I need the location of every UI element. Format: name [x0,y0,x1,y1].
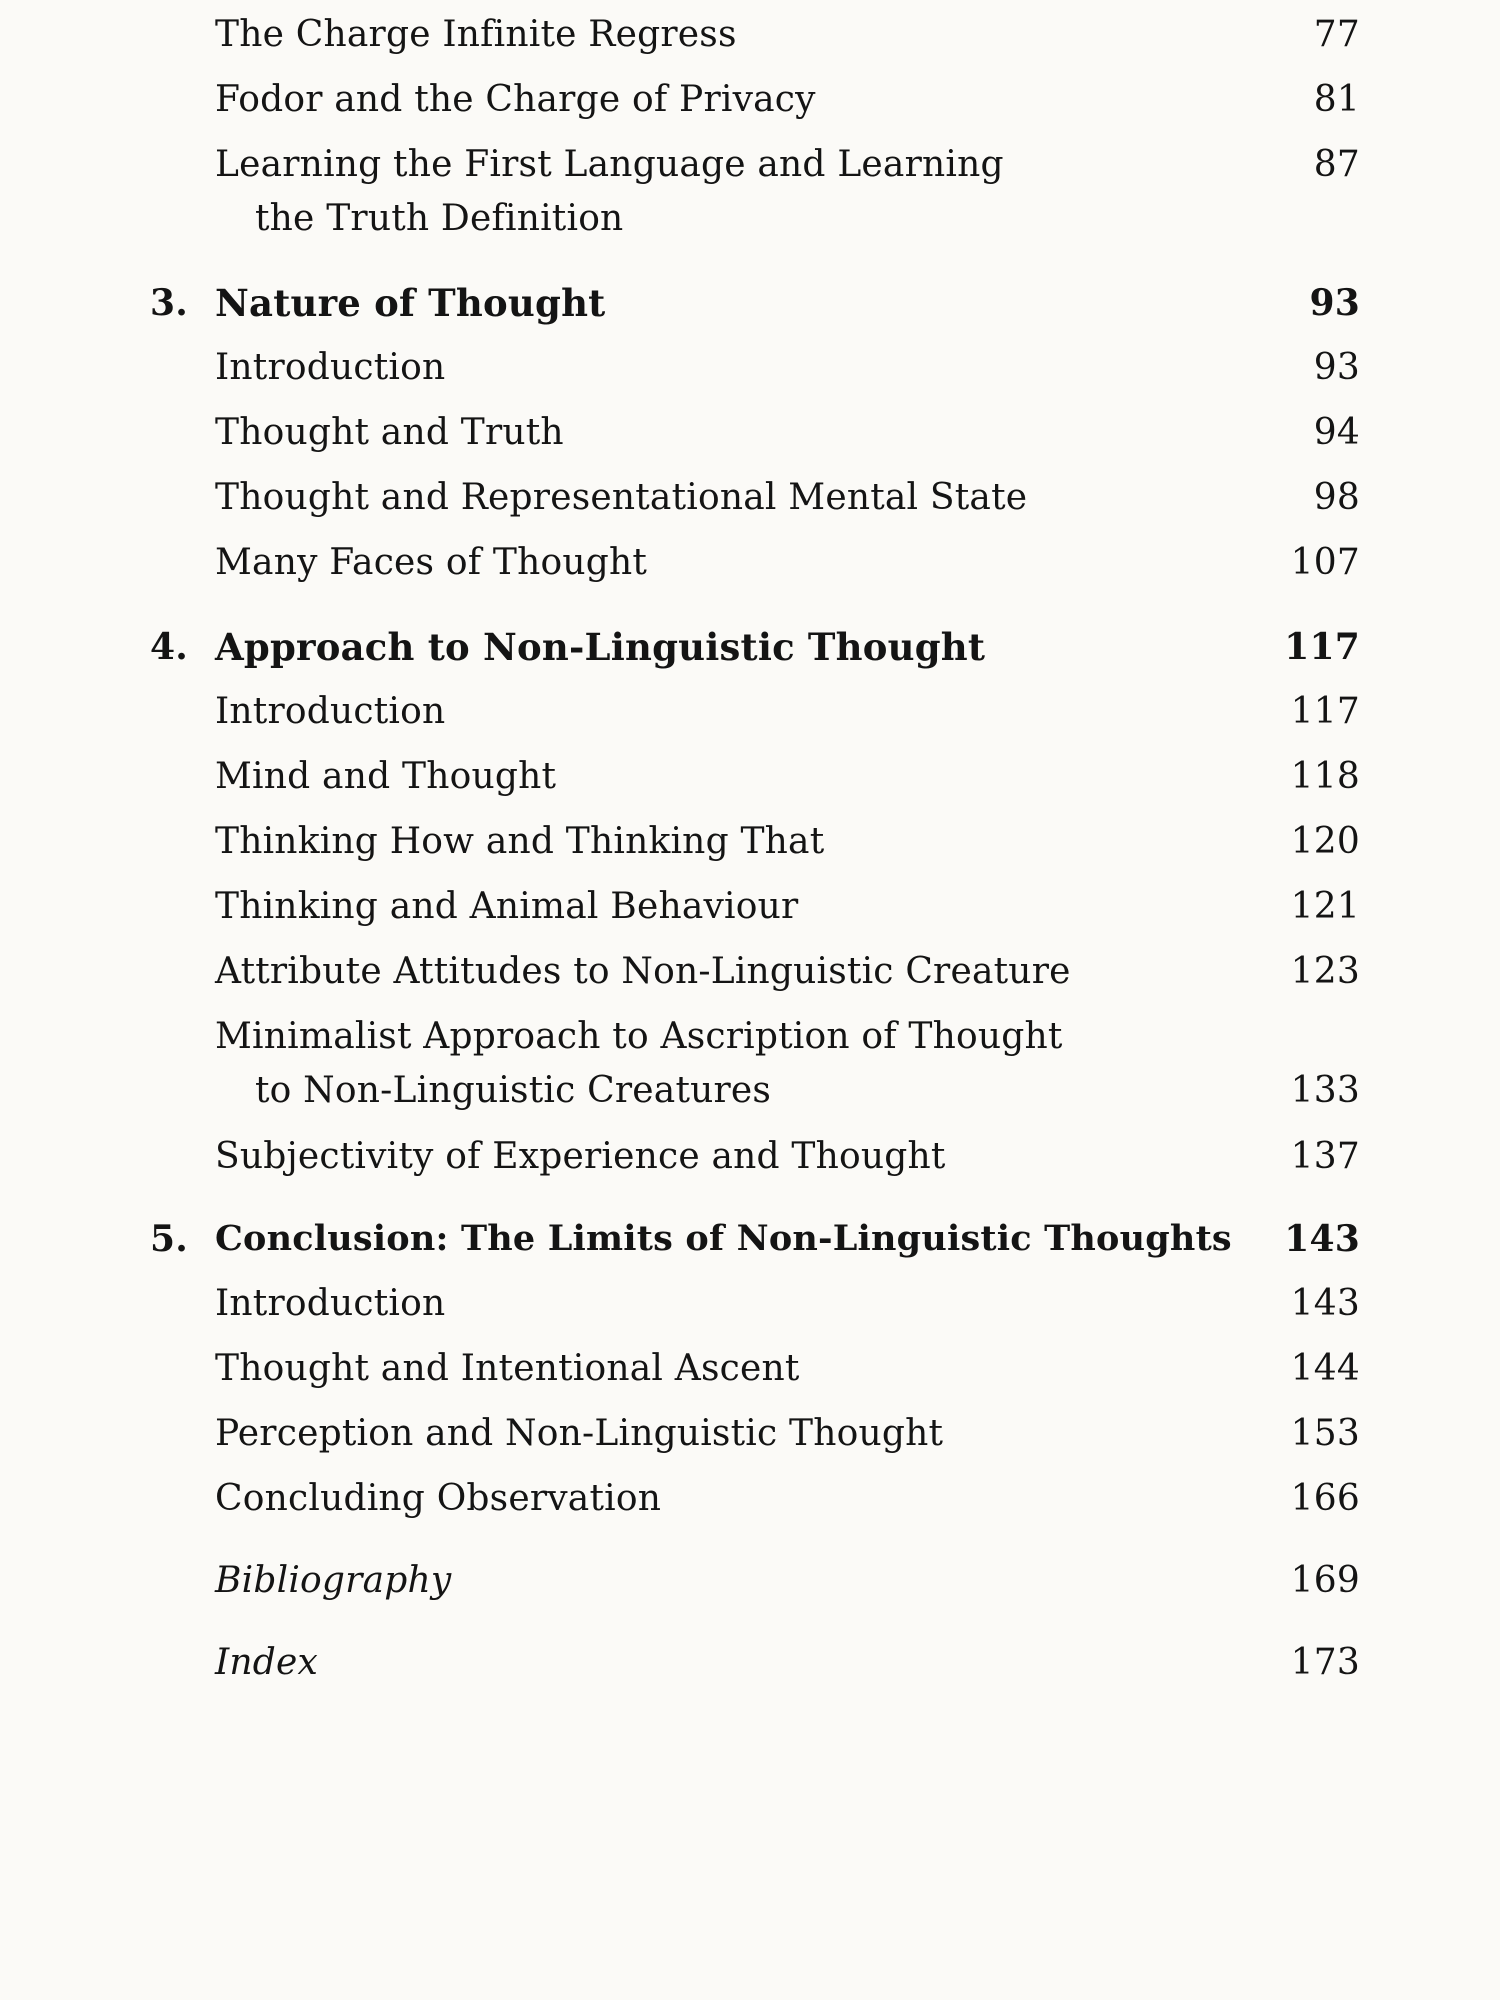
toc-entry-page: 133 [1290,1070,1360,1111]
index-title: Index [215,1642,319,1683]
toc-entry-page: 120 [1290,821,1360,862]
toc-entry-page: 81 [1313,79,1360,120]
chapter-number: 3. [150,282,188,324]
toc-entry-title [215,1010,1255,1118]
toc-entry-title-line1: Learning the First Language and Learning [215,144,1004,185]
toc-entry-title: Thought and Representational Mental State [215,477,1028,518]
toc-entry-page: 107 [1290,542,1360,583]
toc-entry-title: Attribute Attitudes to Non-Linguistic Creature [215,951,1071,992]
toc-entry-title: Many Faces of Thought [215,542,648,583]
toc-entry-title: Subjectivity of Experience and Thought [215,1136,946,1177]
toc-entry-title: Thought and Truth [215,412,564,453]
bibliography-page: 169 [1290,1560,1360,1601]
toc-entry-title: Introduction [215,691,446,732]
toc-entry-page: 87 [1313,144,1360,185]
toc-entry-title: The Charge Infinite Regress [215,14,737,55]
toc-entry-page: 94 [1313,412,1360,453]
toc-entry-page: 166 [1290,1478,1360,1519]
toc-entry-page: 121 [1290,886,1360,927]
toc-entry-title: Concluding Observation [215,1478,662,1519]
toc-entry-title: Mind and Thought [215,756,557,797]
chapter-page: 117 [1284,626,1360,668]
bibliography-title: Bibliography [215,1560,452,1601]
toc-entry-page: 143 [1290,1283,1360,1324]
chapter-number: 4. [150,626,188,668]
toc-entry-page: 123 [1290,951,1360,992]
chapter-title: Approach to Non-Linguistic Thought [215,625,986,669]
toc-entry-title-line2: the Truth Definition [255,198,624,239]
toc-entry-title [215,138,1255,246]
toc-entry-page: 137 [1290,1136,1360,1177]
toc-entry-page: 144 [1290,1348,1360,1389]
chapter-title: Nature of Thought [215,281,606,325]
toc-entry-page: 118 [1290,756,1360,797]
toc-entry-title: Thought and Intentional Ascent [215,1348,800,1389]
toc-entry-page: 93 [1313,347,1360,388]
toc-entry-title: Fodor and the Charge of Privacy [215,79,816,120]
toc-entry-page: 77 [1313,14,1360,55]
chapter-title: Conclusion: The Limits of Non-Linguistic Thoughts [215,1218,1232,1259]
toc-entry-title: Introduction [215,347,446,388]
toc-entry-page: 153 [1290,1413,1360,1454]
toc-entry-title: Thinking and Animal Behaviour [215,886,799,927]
toc-entry-title-line1: Minimalist Approach to Ascription of Thought [215,1016,1063,1057]
toc-entry-page: 98 [1313,477,1360,518]
chapter-number: 5. [150,1218,188,1260]
toc-entry-title: Thinking How and Thinking That [215,821,825,862]
toc-entry-title: Perception and Non-Linguistic Thought [215,1413,944,1454]
toc-entry-title: Introduction [215,1283,446,1324]
chapter-page: 143 [1284,1218,1360,1260]
toc-entry-title-line2: to Non-Linguistic Creatures [255,1070,772,1111]
index-page: 173 [1290,1642,1360,1683]
chapter-page: 93 [1309,282,1360,324]
toc-entry-page: 117 [1290,691,1360,732]
